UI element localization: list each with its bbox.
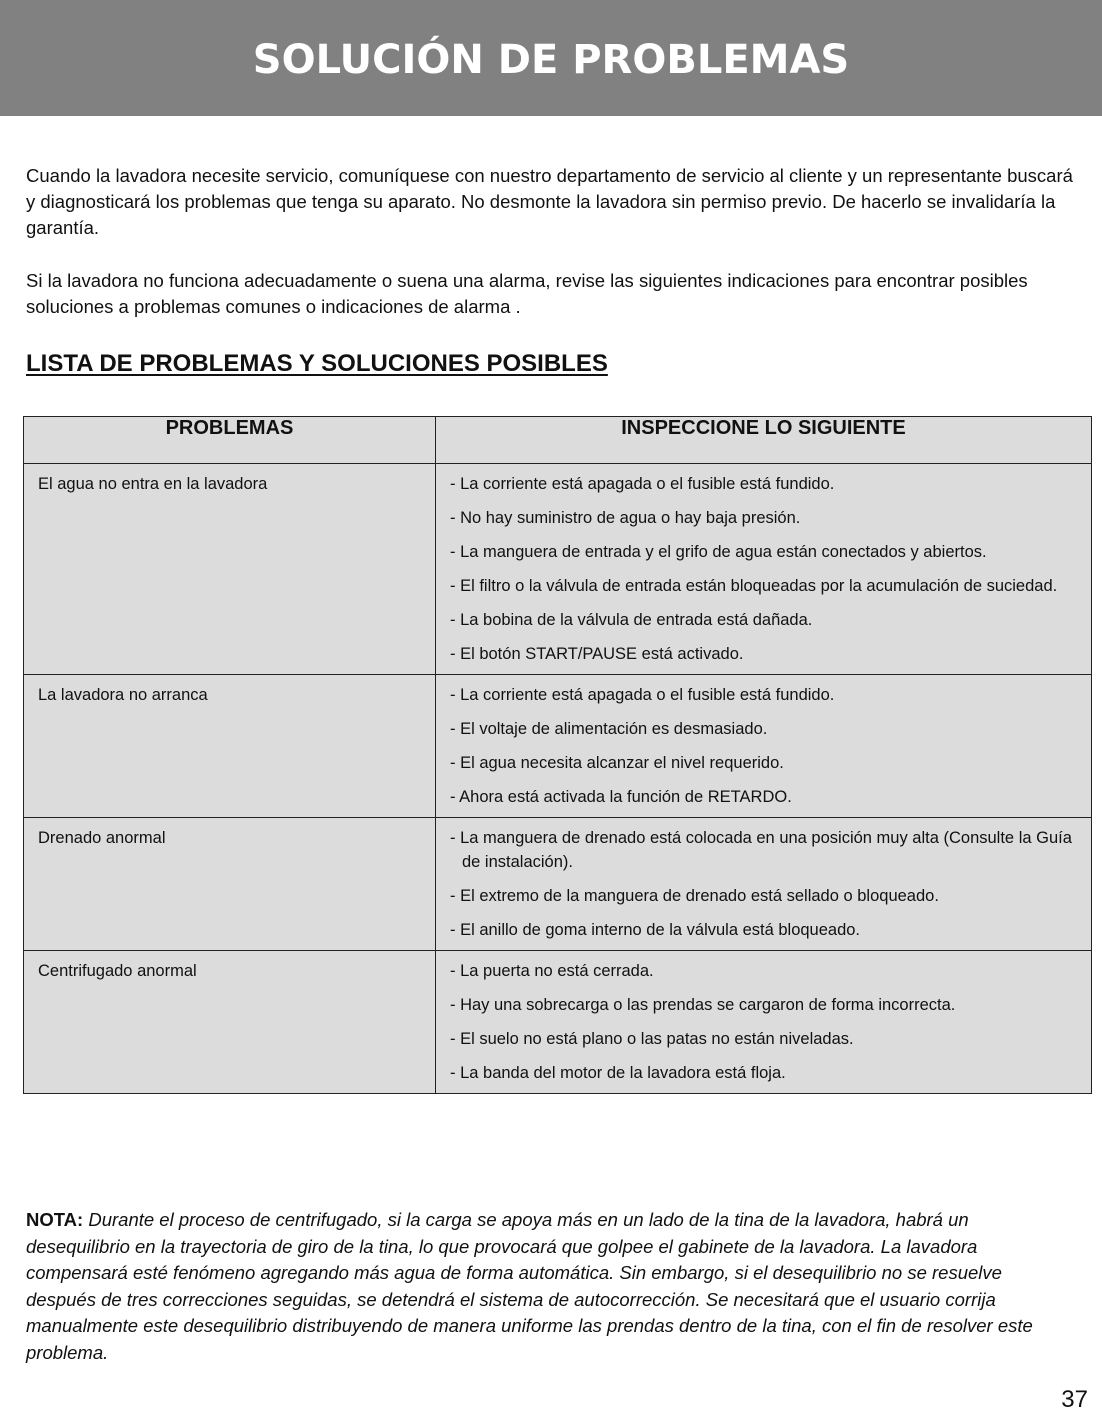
page-number: 37 — [1061, 1386, 1088, 1413]
check-item: - El suelo no está plano o las patas no están niveladas. — [450, 1030, 854, 1048]
checks-cell — [436, 951, 1092, 1094]
problem-cell: El agua no entra en la lavadora — [24, 464, 436, 675]
check-item: - El extremo de la manguera de drenado está sellado o bloqueado. — [450, 887, 939, 905]
table-row — [24, 464, 1092, 675]
check-item: - Ahora está activada la función de RETARDO. — [450, 788, 792, 806]
problem-cell: La lavadora no arranca — [24, 675, 436, 818]
checks-cell — [436, 818, 1092, 951]
table-row — [24, 818, 1092, 951]
column-header-checks: INSPECCIONE LO SIGUIENTE — [436, 417, 1092, 464]
check-item: - La manguera de entrada y el grifo de agua están conectados y abiertos. — [450, 543, 987, 561]
section-heading: LISTA DE PROBLEMAS Y SOLUCIONES POSIBLES — [26, 350, 608, 377]
check-item: - El voltaje de alimentación es desmasiado. — [450, 720, 768, 738]
check-item: - La corriente está apagada o el fusible está fundido. — [450, 686, 835, 704]
problem-cell: Centrifugado anormal — [24, 951, 436, 1094]
check-item: - No hay suministro de agua o hay baja presión. — [450, 509, 801, 527]
problem-cell: Drenado anormal — [24, 818, 436, 951]
table-row — [24, 675, 1092, 818]
page-title: SOLUCIÓN DE PROBLEMAS — [252, 37, 850, 83]
intro-paragraph-alarm: Si la lavadora no funciona adecuadamente o suena una alarma, revise las siguientes indicaciones para encontrar posibles soluciones a problemas comunes o indicaciones de alarma . — [26, 270, 1028, 317]
table-row — [24, 951, 1092, 1094]
header-banner — [0, 0, 1102, 116]
check-item: - El botón START/PAUSE está activado. — [450, 645, 744, 663]
note-label: NOTA: — [26, 1209, 84, 1230]
intro-paragraph-service: Cuando la lavadora necesite servicio, comuníquese con nuestro departamento de servicio al cliente y un representante buscará y diagnosticará los problemas que tenga su aparato. No desmonte la lavadora sin permiso previo. De hacerlo se invalidaría la garantía. — [26, 165, 1073, 238]
check-item: - Hay una sobrecarga o las prendas se cargaron de forma incorrecta. — [450, 996, 956, 1014]
troubleshooting-table — [23, 416, 1092, 1094]
check-item: - El anillo de goma interno de la válvula está bloqueado. — [450, 921, 861, 939]
check-item: - El filtro o la válvula de entrada están bloqueadas por la acumulación de suciedad. — [450, 577, 1058, 595]
checks-cell — [436, 464, 1092, 675]
column-header-problems: PROBLEMAS — [24, 417, 436, 464]
table-header-row — [24, 417, 1092, 464]
check-item: - La puerta no está cerrada. — [450, 962, 654, 980]
note-text: Durante el proceso de centrifugado, si la carga se apoya más en un lado de la tina de la lavadora, habrá un desequilibrio en la trayectoria de giro de la tina, lo que provocará que golpee el gabinete de la lavadora. La lavadora compensará esté fenómeno agregando más agua de forma automática. Sin embargo, si el desequilibrio no se resuelve después de tres correcciones seguidas, se detendrá el sistema de autocorrección. Se necesitará que el usuario corrija manualmente este desequilibrio distribuyendo de manera uniforme las prendas dentro de la tina, con el fin de resolver este problema. — [26, 1209, 1033, 1363]
check-item: - La corriente está apagada o el fusible está fundido. — [450, 475, 835, 493]
check-item: - El agua necesita alcanzar el nivel requerido. — [450, 754, 784, 772]
checks-cell — [436, 675, 1092, 818]
check-item: - La bobina de la válvula de entrada está dañada. — [450, 611, 813, 629]
check-item: - La banda del motor de la lavadora está floja. — [450, 1064, 786, 1082]
check-item: - La manguera de drenado está colocada en una posición muy alta (Consulte la Guía de instalación). — [450, 829, 1072, 871]
note-paragraph — [26, 1207, 1076, 1366]
